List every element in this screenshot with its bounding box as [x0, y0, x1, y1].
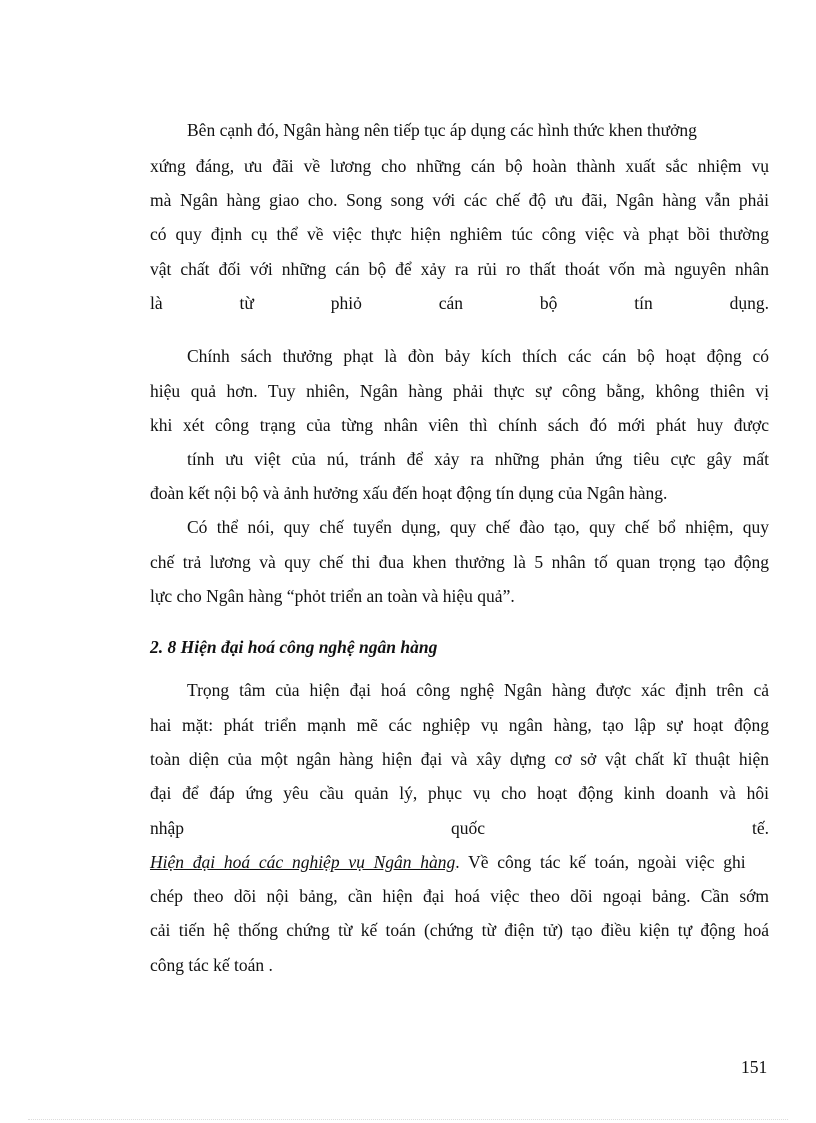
bottom-dotted-rule [28, 1119, 788, 1120]
para1-line5: vật chất đối với những cán bộ để xảy ra rủi ro thất thoát vốn mà nguyên nhân [150, 259, 769, 279]
para4-line1: Trọng tâm của hiện đại hoá công nghệ Ngân hàng được xác định trên cả [187, 680, 769, 700]
para1-line6 [150, 292, 769, 314]
para4-line4: đại để đáp ứng yêu cầu quản lý, phục vụ cho hoạt động kinh doanh và hôi [150, 783, 769, 803]
word: cán [438, 293, 463, 313]
para5-line3: cải tiến hệ thống chứng từ kế toán (chứng từ điện tử) tạo điều kiện tự động hoá [150, 920, 769, 940]
underlined-subheading: Hiện đại hoá các nghiệp vụ Ngân hàng [150, 852, 456, 872]
para1-line1 [187, 119, 769, 141]
word: nhập [150, 818, 185, 838]
word: tế. [751, 818, 769, 838]
para2-line5: đoàn kết nội bộ và ảnh hưởng xấu đến hoạt động tín dụng của Ngân hàng. [150, 483, 668, 503]
section-heading: 2. 8 Hiện đại hoá công nghệ ngân hàng [150, 637, 438, 657]
word: phiỏ [330, 293, 362, 313]
para2-line3: khi xét công trạng của từng nhân viên thì chính sách đó mới phát huy được [150, 415, 769, 435]
para4-line2: hai mặt: phát triển mạnh mẽ các nghiệp vụ ngân hàng, tạo lập sự hoạt động [150, 715, 769, 735]
para1-line4: có quy định cụ thể về việc thực hiện nghiêm túc công việc và phạt bồi thường [150, 224, 769, 244]
para5-line1 [150, 851, 769, 873]
para3-line1: Có thể nói, quy chế tuyển dụng, quy chế đào tạo, quy chế bổ nhiệm, quy [187, 517, 769, 537]
word: bộ [539, 293, 558, 313]
word: từ [239, 293, 254, 313]
page-number: 151 [741, 1057, 768, 1077]
word: là [150, 293, 163, 313]
word: tín [634, 293, 653, 313]
word: quốc [450, 818, 486, 838]
text-run: Bên cạnh đó, Ngân hàng nên tiếp tục áp dụng các hình thức khen thưởng [187, 120, 697, 140]
para1-line2: xứng đáng, ưu đãi về lương cho những cán bộ hoàn thành xuất sắc nhiệm vụ [150, 156, 769, 176]
para1-line3: mà Ngân hàng giao cho. Song song với các chế độ ưu đãi, Ngân hàng vẫn phải [150, 190, 769, 210]
para4-line3: toàn diện của một ngân hàng hiện đại và xây dựng cơ sở vật chất kĩ thuật hiện [150, 749, 769, 769]
para2-line4: tính ưu việt của nú, tránh để xảy ra những phản ứng tiêu cực gây mất [187, 449, 769, 469]
para3-line2: chế trả lương và quy chế thi đua khen thưởng là 5 nhân tố quan trọng tạo động [150, 552, 769, 572]
para3-line3: lực cho Ngân hàng “phỏt triển an toàn và hiệu quả”. [150, 586, 515, 606]
text-run: . Về công tác kế toán, ngoài việc ghi [455, 852, 746, 872]
para2-line2: hiệu quả hơn. Tuy nhiên, Ngân hàng phải thực sự công bằng, không thiên vị [150, 381, 769, 401]
word: dụng. [729, 293, 769, 313]
para2-line1: Chính sách thưởng phạt là đòn bảy kích thích các cán bộ hoạt động có [187, 346, 769, 366]
para5-line4: công tác kế toán . [150, 955, 273, 975]
para4-line5 [150, 817, 769, 839]
para5-line2: chép theo dõi nội bảng, cần hiện đại hoá việc theo dõi ngoại bảng. Cần sớm [150, 886, 769, 906]
